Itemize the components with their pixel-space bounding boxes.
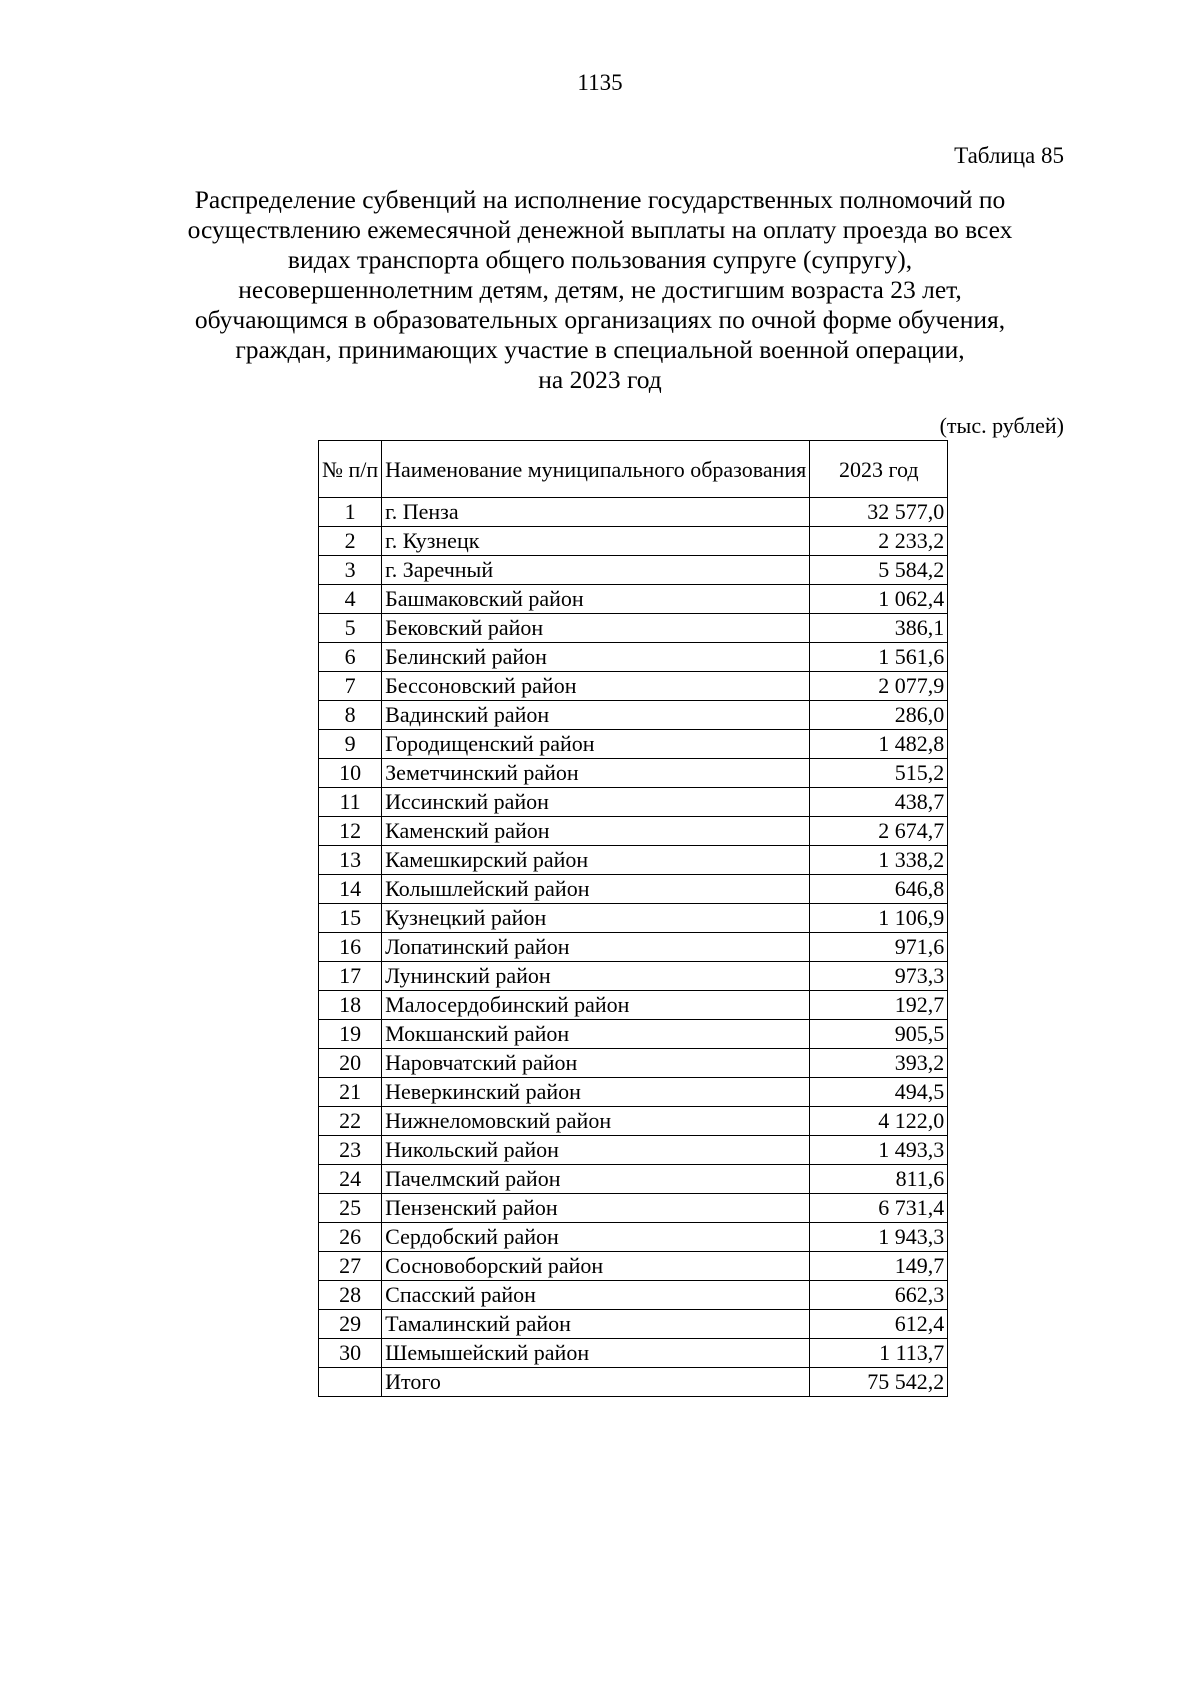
- amount: 973,3: [810, 962, 948, 991]
- municipality-name: Никольский район: [382, 1136, 810, 1165]
- table-row: [319, 1020, 948, 1049]
- municipality-name: Мокшанский район: [382, 1020, 810, 1049]
- amount: 1 113,7: [810, 1339, 948, 1368]
- municipality-name: Лопатинский район: [382, 933, 810, 962]
- row-number: 5: [319, 614, 382, 643]
- amount: 1 106,9: [810, 904, 948, 933]
- title-line: обучающимся в образовательных организациях по очной форме обучения,: [194, 305, 1006, 334]
- row-number: 23: [319, 1136, 382, 1165]
- amount: 32 577,0: [810, 498, 948, 527]
- row-number: 30: [319, 1339, 382, 1368]
- table-row: [319, 527, 948, 556]
- table-row: [319, 1339, 948, 1368]
- row-number: 12: [319, 817, 382, 846]
- municipality-name: Белинский район: [382, 643, 810, 672]
- municipality-name: Башмаковский район: [382, 585, 810, 614]
- amount: 612,4: [810, 1310, 948, 1339]
- table-row: [319, 1281, 948, 1310]
- row-number: 4: [319, 585, 382, 614]
- table-row: [319, 1194, 948, 1223]
- amount: 494,5: [810, 1078, 948, 1107]
- table-row: [319, 498, 948, 527]
- municipality-name: Кузнецкий район: [382, 904, 810, 933]
- header-name: Наименование муниципального образования: [382, 441, 810, 498]
- municipality-name: Сосновоборский район: [382, 1252, 810, 1281]
- row-number: 7: [319, 672, 382, 701]
- amount: 6 731,4: [810, 1194, 948, 1223]
- amount: 1 493,3: [810, 1136, 948, 1165]
- title-line: граждан, принимающих участие в специальной военной операции,: [235, 335, 965, 364]
- row-number: 25: [319, 1194, 382, 1223]
- amount: 811,6: [810, 1165, 948, 1194]
- municipality-name: Шемышейский район: [382, 1339, 810, 1368]
- municipality-name: Спасский район: [382, 1281, 810, 1310]
- amount: 5 584,2: [810, 556, 948, 585]
- amount: 192,7: [810, 991, 948, 1020]
- table-row: [319, 991, 948, 1020]
- row-number: 22: [319, 1107, 382, 1136]
- table-row: [319, 788, 948, 817]
- table-row: [319, 875, 948, 904]
- municipality-name: Малосердобинский район: [382, 991, 810, 1020]
- table-row: [319, 1049, 948, 1078]
- table-row: [319, 614, 948, 643]
- page-number: 1135: [577, 70, 623, 95]
- municipality-name: г. Заречный: [382, 556, 810, 585]
- table-row: [319, 817, 948, 846]
- municipality-name: Тамалинский район: [382, 1310, 810, 1339]
- row-number: 14: [319, 875, 382, 904]
- municipality-name: Колышлейский район: [382, 875, 810, 904]
- table-row: [319, 1252, 948, 1281]
- row-number: 18: [319, 991, 382, 1020]
- amount: 1 482,8: [810, 730, 948, 759]
- amount: 75 542,2: [810, 1368, 948, 1397]
- municipality-name: Земетчинский район: [382, 759, 810, 788]
- amount: 1 338,2: [810, 846, 948, 875]
- table-header-row: [319, 441, 948, 498]
- row-number: 21: [319, 1078, 382, 1107]
- amount: 662,3: [810, 1281, 948, 1310]
- amount: 286,0: [810, 701, 948, 730]
- amount: 2 077,9: [810, 672, 948, 701]
- municipality-name: Каменский район: [382, 817, 810, 846]
- amount: 438,7: [810, 788, 948, 817]
- title-line: на 2023 год: [538, 365, 662, 394]
- row-number: 16: [319, 933, 382, 962]
- municipality-name: г. Кузнецк: [382, 527, 810, 556]
- table-row: [319, 701, 948, 730]
- municipality-name: Наровчатский район: [382, 1049, 810, 1078]
- row-number: 28: [319, 1281, 382, 1310]
- row-number: 29: [319, 1310, 382, 1339]
- row-number: 8: [319, 701, 382, 730]
- municipality-name: Лунинский район: [382, 962, 810, 991]
- row-number: 13: [319, 846, 382, 875]
- amount: 1 062,4: [810, 585, 948, 614]
- row-number: 27: [319, 1252, 382, 1281]
- title-line: видах транспорта общего пользования супруге (супругу),: [287, 245, 913, 274]
- table-row: [319, 962, 948, 991]
- amount: 1 561,6: [810, 643, 948, 672]
- row-number: 1: [319, 498, 382, 527]
- amount: 149,7: [810, 1252, 948, 1281]
- row-number: 24: [319, 1165, 382, 1194]
- row-number: 10: [319, 759, 382, 788]
- municipality-name: г. Пенза: [382, 498, 810, 527]
- table-body: [319, 498, 948, 1397]
- row-number: 15: [319, 904, 382, 933]
- table-row: [319, 643, 948, 672]
- document-title: [130, 185, 1070, 395]
- amount: 971,6: [810, 933, 948, 962]
- amount: 4 122,0: [810, 1107, 948, 1136]
- amount: 1 943,3: [810, 1223, 948, 1252]
- municipality-name: Пензенский район: [382, 1194, 810, 1223]
- amount: 386,1: [810, 614, 948, 643]
- subvention-table: [318, 440, 948, 1397]
- row-number: 19: [319, 1020, 382, 1049]
- title-line: Распределение субвенций на исполнение государственных полномочий по: [194, 185, 1006, 214]
- header-value: 2023 год: [810, 441, 948, 498]
- municipality-name: Иссинский район: [382, 788, 810, 817]
- municipality-name: Сердобский район: [382, 1223, 810, 1252]
- table-row: [319, 1165, 948, 1194]
- municipality-name: Неверкинский район: [382, 1078, 810, 1107]
- title-line: несовершеннолетним детям, детям, не достигшим возраста 23 лет,: [238, 275, 962, 304]
- amount: 393,2: [810, 1049, 948, 1078]
- municipality-name: Камешкирский район: [382, 846, 810, 875]
- row-number: 6: [319, 643, 382, 672]
- table-row: [319, 846, 948, 875]
- row-number: 3: [319, 556, 382, 585]
- units-label: (тыс. рублей): [939, 413, 1064, 438]
- amount: 2 674,7: [810, 817, 948, 846]
- municipality-name: Бековский район: [382, 614, 810, 643]
- table-row: [319, 556, 948, 585]
- municipality-name: Вадинский район: [382, 701, 810, 730]
- municipality-name: Нижнеломовский район: [382, 1107, 810, 1136]
- table-label: Таблица 85: [954, 143, 1064, 168]
- table-row: [319, 1078, 948, 1107]
- table-row: [319, 585, 948, 614]
- table-row: [319, 1107, 948, 1136]
- row-number: 20: [319, 1049, 382, 1078]
- row-number: 11: [319, 788, 382, 817]
- table-row: [319, 904, 948, 933]
- municipality-name: Городищенский район: [382, 730, 810, 759]
- amount: 515,2: [810, 759, 948, 788]
- municipality-name: Бессоновский район: [382, 672, 810, 701]
- table-row: [319, 672, 948, 701]
- table-total-row: [319, 1368, 948, 1397]
- table-row: [319, 933, 948, 962]
- table-row: [319, 730, 948, 759]
- row-number: 9: [319, 730, 382, 759]
- amount: 905,5: [810, 1020, 948, 1049]
- title-line: осуществлению ежемесячной денежной выплаты на оплату проезда во всех: [187, 215, 1013, 244]
- header-num: № п/п: [319, 441, 382, 498]
- table-row: [319, 759, 948, 788]
- municipality-name: Пачелмский район: [382, 1165, 810, 1194]
- row-number: 17: [319, 962, 382, 991]
- table-row: [319, 1310, 948, 1339]
- table-row: [319, 1223, 948, 1252]
- row-number: 2: [319, 527, 382, 556]
- amount: 646,8: [810, 875, 948, 904]
- row-number: [319, 1368, 382, 1397]
- row-number: 26: [319, 1223, 382, 1252]
- municipality-name: Итого: [382, 1368, 810, 1397]
- table-row: [319, 1136, 948, 1165]
- amount: 2 233,2: [810, 527, 948, 556]
